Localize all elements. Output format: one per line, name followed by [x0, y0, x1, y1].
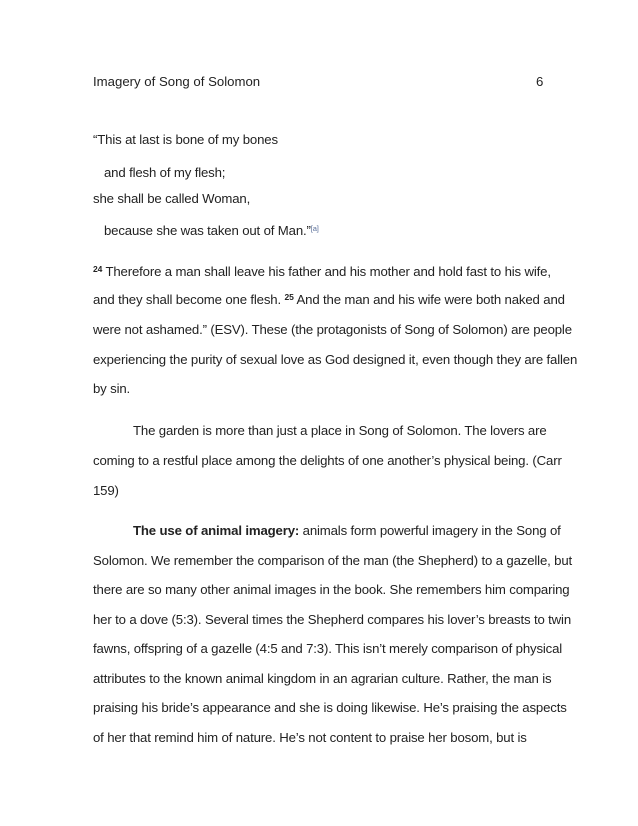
- quote-line: she shall be called Woman,: [93, 191, 251, 206]
- verse-line: [93, 292, 565, 307]
- quote-text: because she was taken out of Man.”: [104, 223, 311, 238]
- body-line: by sin.: [93, 381, 131, 396]
- quote-line: “This at last is bone of my bones: [93, 132, 278, 147]
- body-line: Solomon. We remember the comparison of the man (the Shepherd) to a gazelle, but: [93, 553, 573, 568]
- verse-text: and they shall become one flesh.: [93, 292, 282, 307]
- verse-text: And the man and his wife were both naked and: [296, 292, 565, 307]
- body-line: were not ashamed.” (ESV). These (the protagonists of Song of Solomon) are people: [93, 322, 572, 337]
- body-line: of her that remind him of nature. He’s not content to praise her bosom, but is: [93, 730, 527, 745]
- page-number: 6: [536, 74, 544, 89]
- verse-number: 25: [284, 292, 294, 302]
- body-line: there are so many other animal images in the book. She remembers him comparing: [93, 582, 570, 597]
- body-line: experiencing the purity of sexual love as God designed it, even though they are fallen: [93, 352, 578, 367]
- footnote-reference-link[interactable]: [a]: [310, 224, 319, 233]
- body-line: The garden is more than just a place in Song of Solomon. The lovers are: [133, 423, 547, 438]
- body-line: coming to a restful place among the delights of one another’s physical being. (Carr: [93, 453, 562, 468]
- body-text: animals form powerful imagery in the Song of: [302, 523, 561, 538]
- quote-line: [104, 223, 319, 238]
- verse-text: Therefore a man shall leave his father and his mother and hold fast to his wife,: [105, 264, 551, 279]
- quote-line: and flesh of my flesh;: [104, 165, 226, 180]
- body-line: [133, 523, 561, 538]
- body-line: 159): [93, 483, 119, 498]
- body-line: her to a dove (5:3). Several times the Shepherd compares his lover’s breasts to twin: [93, 612, 572, 627]
- verse-line: [93, 264, 551, 279]
- running-head: Imagery of Song of Solomon: [93, 74, 261, 89]
- section-heading: The use of animal imagery:: [133, 523, 300, 538]
- verse-number: 24: [93, 264, 103, 274]
- body-line: fawns, offspring of a gazelle (4:5 and 7:3). This isn’t merely comparison of physical: [93, 641, 563, 656]
- body-line: attributes to the known animal kingdom in an agrarian culture. Rather, the man is: [93, 671, 552, 686]
- body-line: praising his bride’s appearance and she is doing likewise. He’s praising the aspects: [93, 700, 567, 715]
